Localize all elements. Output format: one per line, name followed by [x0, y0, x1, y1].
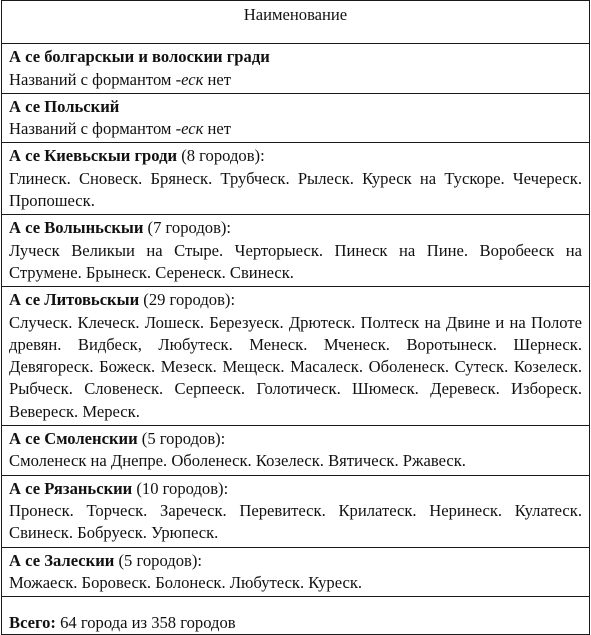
row-heading — [9, 550, 582, 572]
table-cell — [2, 426, 590, 476]
note-suffix: нет — [203, 69, 232, 89]
row-heading — [9, 96, 582, 118]
total-value: 64 города из 358 городов — [55, 613, 236, 633]
row-heading — [9, 145, 582, 167]
total-row — [2, 597, 590, 635]
note-text: Названий с формантом — [9, 69, 176, 89]
town-count: (29 городов): — [139, 290, 236, 310]
town-count: (5 городов): — [137, 429, 226, 449]
table-cell — [2, 475, 590, 547]
town-count: (7 городов): — [143, 218, 232, 238]
row-heading — [9, 428, 582, 450]
towns-table — [1, 0, 590, 635]
region-name: А се болгарскыи и волоскии гради — [9, 47, 270, 67]
table-row-litovskyi — [2, 287, 590, 426]
table-row-smolenskii — [2, 426, 590, 476]
table-cell — [2, 287, 590, 426]
town-list: Смоленеск на Днепре. Оболенеск. Козелеск. Вятическ. Ржавеск. — [9, 451, 466, 471]
town-list: Пронеск. Торческ. Зареческ. Перевитеск. Крилатеск. Неринеск. Кулатеск. Свинеск. Бобруеск. Урюпеск. — [9, 500, 582, 543]
note-suffix: нет — [203, 119, 232, 139]
table-cell — [2, 143, 590, 215]
town-list: Глинеск. Сновеск. Брянеск. Трубческ. Рылеск. Куреск на Тускоре. Чечереск. Пропошеск. — [9, 168, 582, 211]
table-cell — [2, 93, 590, 143]
table-row-volynskyi — [2, 215, 590, 287]
town-list: Луческ Великыи на Стыре. Черторыеск. Пинеск на Пине. Воробееск на Струмене. Брынеск. Серенеск. Свинеск. — [9, 240, 582, 282]
row-heading — [9, 289, 582, 311]
note-text: Названий с формантом — [9, 119, 176, 139]
table-row-kievskyi — [2, 143, 590, 215]
note-formant: -еск — [175, 69, 204, 89]
region-name: А се Рязаньскии — [9, 478, 133, 498]
row-note — [9, 118, 582, 140]
town-count: (8 городов): — [177, 146, 265, 166]
table-cell — [2, 44, 590, 94]
column-header: Наименование — [2, 1, 590, 44]
note-formant: -еск — [175, 119, 204, 139]
row-note — [9, 69, 582, 91]
table-row-bolgarskyi — [2, 44, 590, 94]
town-count: (10 городов): — [132, 478, 229, 498]
total-label: Всего: — [9, 613, 56, 633]
table-row-polskyi — [2, 93, 590, 143]
table-row-zaleskii — [2, 547, 590, 597]
table-cell — [2, 597, 590, 635]
town-count: (5 городов): — [114, 550, 202, 570]
region-name: А се Киевьскыи гроди — [9, 146, 178, 166]
region-name: А се Литовьскыи — [9, 290, 140, 310]
table-cell — [2, 215, 590, 287]
region-name: А се Залескии — [9, 550, 115, 570]
row-heading — [9, 46, 582, 68]
town-list: Случеск. Клеческ. Лошеск. Березуеск. Дрютеск. Полтеск на Двине и на Полоте древян. Видбеск, Любутеск. Менеск. Мченеск. Воротынеск. Шернеск. Девягореск. Божеск. Мезеск. Мещеск. Масалеск. Оболенеск. Сутеск. Козелеск. Рыбческ. Словенеск. Серпееск. Голотическ. Шюмеск. Деревеск. Избореск. Вевереск. Мереск. — [9, 312, 582, 421]
row-heading — [9, 217, 582, 239]
table-row-ryazanskii — [2, 475, 590, 547]
header-row — [2, 1, 590, 44]
table-cell — [2, 547, 590, 597]
region-name: А се Смоленскии — [9, 429, 138, 449]
region-name: А се Волыньскыи — [9, 218, 144, 238]
town-list: Можаеск. Боровеск. Болонеск. Любутеск. Куреск. — [9, 572, 363, 592]
region-name: А се Польский — [9, 96, 120, 116]
row-heading — [9, 478, 582, 500]
